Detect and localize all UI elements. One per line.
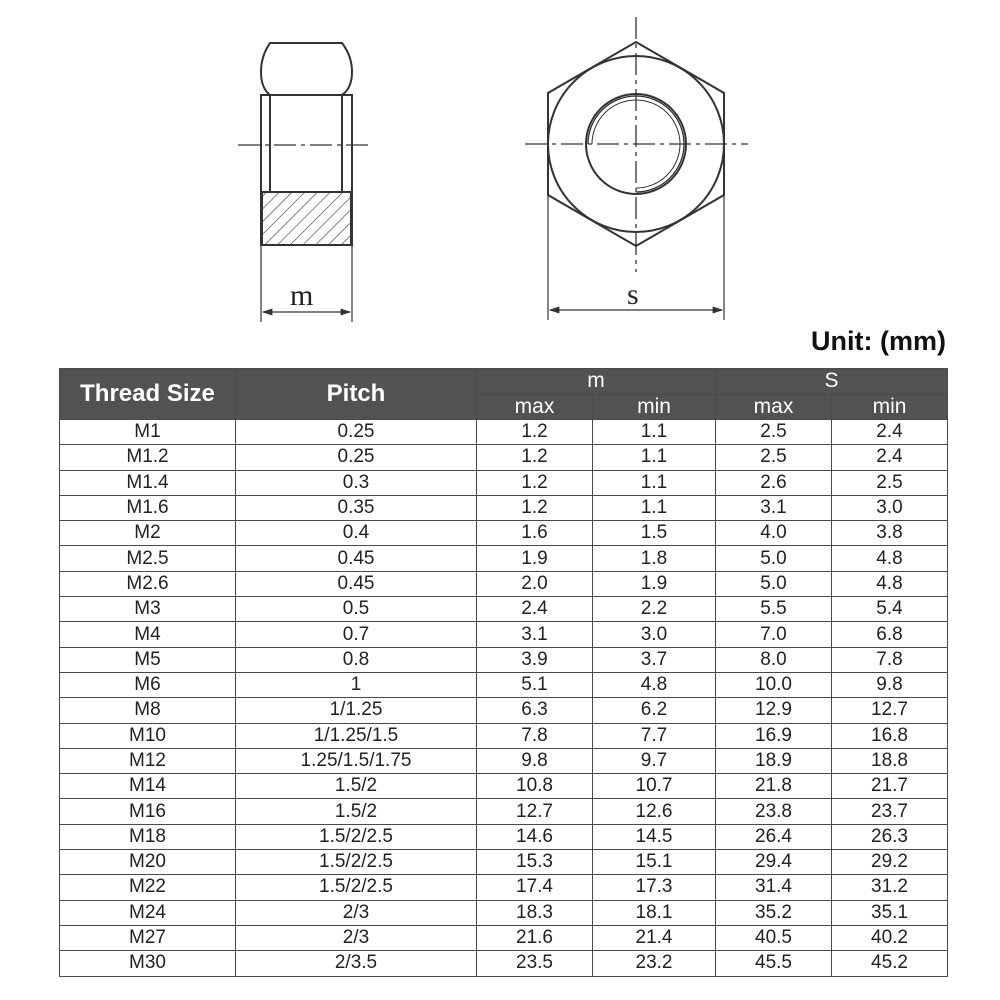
- table-row: [60, 546, 948, 571]
- table-row: [60, 799, 948, 824]
- thread-size-cell: M1.2: [60, 445, 236, 470]
- s-max-cell: 29.4: [716, 850, 832, 875]
- dimension-s-label: s: [627, 278, 639, 311]
- m-max-cell: 1.2: [477, 495, 593, 520]
- thread-size-cell: M8: [60, 698, 236, 723]
- m-max-cell: 1.2: [477, 420, 593, 445]
- m-min-cell: 21.4: [593, 925, 716, 950]
- m-max-cell: 6.3: [477, 698, 593, 723]
- s-max-cell: 5.0: [716, 546, 832, 571]
- thread-size-cell: M3: [60, 597, 236, 622]
- m-max-cell: 5.1: [477, 672, 593, 697]
- m-max-cell: 1.2: [477, 445, 593, 470]
- s-min-cell: 23.7: [832, 799, 948, 824]
- table-row: [60, 470, 948, 495]
- s-max-cell: 12.9: [716, 698, 832, 723]
- header-pitch: Pitch: [236, 369, 477, 420]
- s-min-cell: 3.0: [832, 495, 948, 520]
- m-min-cell: 9.7: [593, 748, 716, 773]
- table-row: [60, 445, 948, 470]
- pitch-cell: 1/1.25: [236, 698, 477, 723]
- m-max-cell: 2.0: [477, 571, 593, 596]
- thread-size-cell: M14: [60, 774, 236, 799]
- s-min-cell: 9.8: [832, 672, 948, 697]
- s-max-cell: 35.2: [716, 900, 832, 925]
- table-row: [60, 597, 948, 622]
- thread-size-cell: M2.5: [60, 546, 236, 571]
- m-max-cell: 12.7: [477, 799, 593, 824]
- m-min-cell: 1.9: [593, 571, 716, 596]
- m-min-cell: 23.2: [593, 951, 716, 976]
- pitch-cell: 0.8: [236, 647, 477, 672]
- table-row: [60, 647, 948, 672]
- thread-size-cell: M27: [60, 925, 236, 950]
- table-row: [60, 571, 948, 596]
- header-m-min: min: [593, 394, 716, 420]
- s-max-cell: 18.9: [716, 748, 832, 773]
- m-min-cell: 18.1: [593, 900, 716, 925]
- s-min-cell: 21.7: [832, 774, 948, 799]
- s-min-cell: 26.3: [832, 824, 948, 849]
- m-max-cell: 10.8: [477, 774, 593, 799]
- pitch-cell: 2/3: [236, 925, 477, 950]
- pitch-cell: 1.5/2: [236, 799, 477, 824]
- s-min-cell: 2.5: [832, 470, 948, 495]
- table-row: [60, 521, 948, 546]
- m-min-cell: 10.7: [593, 774, 716, 799]
- thread-size-cell: M1: [60, 420, 236, 445]
- s-max-cell: 8.0: [716, 647, 832, 672]
- thread-size-cell: M18: [60, 824, 236, 849]
- pitch-cell: 0.45: [236, 546, 477, 571]
- header-s-max: max: [716, 394, 832, 420]
- m-max-cell: 3.9: [477, 647, 593, 672]
- s-max-cell: 4.0: [716, 521, 832, 546]
- m-min-cell: 17.3: [593, 875, 716, 900]
- s-max-cell: 5.5: [716, 597, 832, 622]
- m-max-cell: 1.9: [477, 546, 593, 571]
- pitch-cell: 1.5/2/2.5: [236, 824, 477, 849]
- m-max-cell: 9.8: [477, 748, 593, 773]
- table-row: [60, 420, 948, 445]
- s-min-cell: 45.2: [832, 951, 948, 976]
- pitch-cell: 1.5/2/2.5: [236, 875, 477, 900]
- m-min-cell: 1.5: [593, 521, 716, 546]
- table-row: [60, 875, 948, 900]
- thread-size-cell: M24: [60, 900, 236, 925]
- m-min-cell: 1.1: [593, 420, 716, 445]
- s-min-cell: 31.2: [832, 875, 948, 900]
- s-max-cell: 10.0: [716, 672, 832, 697]
- pitch-cell: 2/3.5: [236, 951, 477, 976]
- m-max-cell: 18.3: [477, 900, 593, 925]
- s-min-cell: 12.7: [832, 698, 948, 723]
- m-min-cell: 3.7: [593, 647, 716, 672]
- s-min-cell: 3.8: [832, 521, 948, 546]
- table-row: [60, 672, 948, 697]
- s-max-cell: 5.0: [716, 571, 832, 596]
- table-row: [60, 698, 948, 723]
- pitch-cell: 0.25: [236, 420, 477, 445]
- pitch-cell: 1/1.25/1.5: [236, 723, 477, 748]
- table-body: [60, 420, 948, 977]
- hex-nut-technical-drawing: [0, 0, 1000, 340]
- thread-size-cell: M16: [60, 799, 236, 824]
- thread-size-cell: M2.6: [60, 571, 236, 596]
- pitch-cell: 2/3: [236, 900, 477, 925]
- s-max-cell: 2.5: [716, 445, 832, 470]
- pitch-cell: 0.4: [236, 521, 477, 546]
- m-max-cell: 17.4: [477, 875, 593, 900]
- m-max-cell: 1.2: [477, 470, 593, 495]
- s-min-cell: 40.2: [832, 925, 948, 950]
- thread-size-cell: M5: [60, 647, 236, 672]
- s-max-cell: 45.5: [716, 951, 832, 976]
- s-min-cell: 6.8: [832, 622, 948, 647]
- s-max-cell: 2.5: [716, 420, 832, 445]
- s-min-cell: 35.1: [832, 900, 948, 925]
- s-max-cell: 23.8: [716, 799, 832, 824]
- m-min-cell: 2.2: [593, 597, 716, 622]
- m-min-cell: 1.1: [593, 495, 716, 520]
- pitch-cell: 1.5/2/2.5: [236, 850, 477, 875]
- s-max-cell: 40.5: [716, 925, 832, 950]
- s-min-cell: 2.4: [832, 420, 948, 445]
- table-row: [60, 850, 948, 875]
- pitch-cell: 0.45: [236, 571, 477, 596]
- s-min-cell: 2.4: [832, 445, 948, 470]
- hex-nut-dimension-table: [59, 368, 948, 977]
- thread-size-cell: M6: [60, 672, 236, 697]
- m-min-cell: 4.8: [593, 672, 716, 697]
- s-max-cell: 2.6: [716, 470, 832, 495]
- m-max-cell: 15.3: [477, 850, 593, 875]
- thread-size-cell: M20: [60, 850, 236, 875]
- s-max-cell: 7.0: [716, 622, 832, 647]
- m-max-cell: 2.4: [477, 597, 593, 622]
- s-min-cell: 4.8: [832, 546, 948, 571]
- pitch-cell: 0.5: [236, 597, 477, 622]
- table-row: [60, 900, 948, 925]
- table-row: [60, 925, 948, 950]
- s-max-cell: 3.1: [716, 495, 832, 520]
- table-row: [60, 622, 948, 647]
- m-max-cell: 14.6: [477, 824, 593, 849]
- unit-label: Unit: (mm): [811, 326, 946, 356]
- s-max-cell: 26.4: [716, 824, 832, 849]
- thread-size-cell: M22: [60, 875, 236, 900]
- pitch-cell: 1.5/2: [236, 774, 477, 799]
- header-m-max: max: [477, 394, 593, 420]
- nut-front-view: [525, 17, 748, 320]
- pitch-cell: 0.7: [236, 622, 477, 647]
- m-max-cell: 7.8: [477, 723, 593, 748]
- pitch-cell: 0.35: [236, 495, 477, 520]
- thread-size-cell: M4: [60, 622, 236, 647]
- s-min-cell: 16.8: [832, 723, 948, 748]
- s-max-cell: 31.4: [716, 875, 832, 900]
- pitch-cell: 0.25: [236, 445, 477, 470]
- s-min-cell: 5.4: [832, 597, 948, 622]
- thread-size-cell: M1.4: [60, 470, 236, 495]
- m-min-cell: 7.7: [593, 723, 716, 748]
- table-row: [60, 951, 948, 976]
- m-min-cell: 15.1: [593, 850, 716, 875]
- thread-size-cell: M30: [60, 951, 236, 976]
- s-min-cell: 7.8: [832, 647, 948, 672]
- m-max-cell: 23.5: [477, 951, 593, 976]
- header-s-group: S: [716, 369, 948, 395]
- m-min-cell: 1.1: [593, 470, 716, 495]
- table-row: [60, 723, 948, 748]
- pitch-cell: 0.3: [236, 470, 477, 495]
- m-max-cell: 1.6: [477, 521, 593, 546]
- pitch-cell: 1.25/1.5/1.75: [236, 748, 477, 773]
- dimension-m-label: m: [290, 279, 314, 312]
- s-min-cell: 4.8: [832, 571, 948, 596]
- m-min-cell: 14.5: [593, 824, 716, 849]
- m-min-cell: 12.6: [593, 799, 716, 824]
- header-m-group: m: [477, 369, 716, 395]
- header-s-min: min: [832, 394, 948, 420]
- table-row: [60, 824, 948, 849]
- s-max-cell: 21.8: [716, 774, 832, 799]
- header-thread-size: Thread Size: [60, 369, 236, 420]
- table-row: [60, 748, 948, 773]
- m-max-cell: 21.6: [477, 925, 593, 950]
- thread-size-cell: M1.6: [60, 495, 236, 520]
- s-min-cell: 18.8: [832, 748, 948, 773]
- m-min-cell: 1.1: [593, 445, 716, 470]
- thread-size-cell: M10: [60, 723, 236, 748]
- m-min-cell: 1.8: [593, 546, 716, 571]
- s-max-cell: 16.9: [716, 723, 832, 748]
- m-min-cell: 3.0: [593, 622, 716, 647]
- pitch-cell: 1: [236, 672, 477, 697]
- s-min-cell: 29.2: [832, 850, 948, 875]
- thread-size-cell: M2: [60, 521, 236, 546]
- m-min-cell: 6.2: [593, 698, 716, 723]
- table-row: [60, 774, 948, 799]
- table-row: [60, 495, 948, 520]
- thread-size-cell: M12: [60, 748, 236, 773]
- m-max-cell: 3.1: [477, 622, 593, 647]
